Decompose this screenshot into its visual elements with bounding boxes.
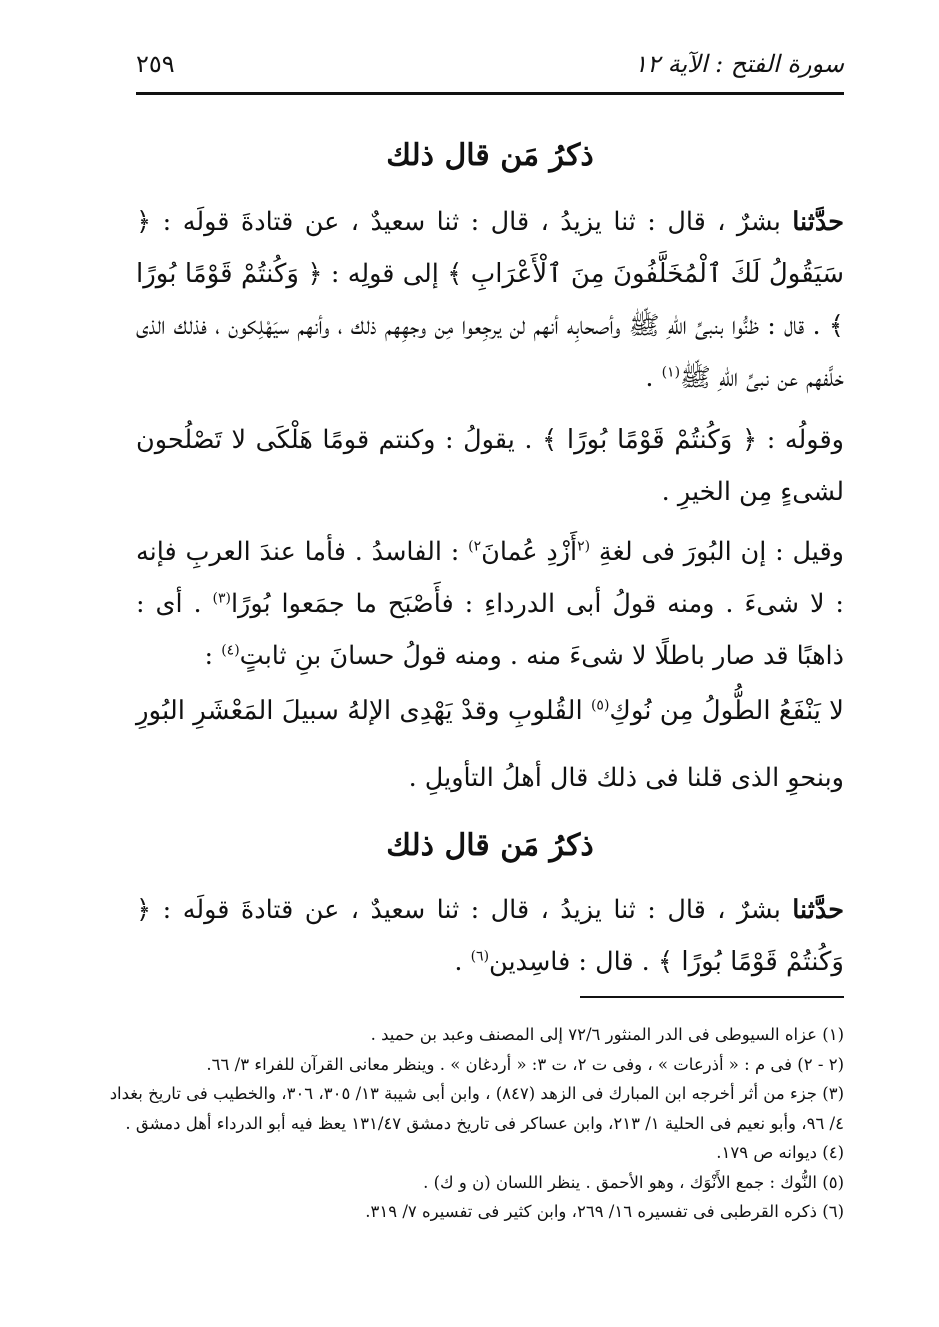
footnote: ٤/ ٩٦، وأبو نعيم فى الحلية ١/ ٢١٣، وابن عساكر فى تاريخ دمشق ١٣١/٤٧ يعظ فيه أبو الدرداء أهل دمشق . xyxy=(125,1113,844,1133)
footnote: (١) عزاه السيوطى فى الدر المنثور ٧٢/٦ إلى المصنف وعبد بن حميد . xyxy=(370,1025,844,1044)
paragraph-lead: حدَّثنا xyxy=(792,207,844,237)
footnote-marker: (٣) xyxy=(212,590,231,607)
footnote-marker: ٢) xyxy=(468,538,482,555)
text: : الفاسدُ . فأما عندَ العربِ فإنه : لا شىءَ . ومنه قولُ أبى الدرداءِ : فأَصْبَح ما جمَعوا بُورًا xyxy=(136,537,844,619)
main-text-4 xyxy=(136,752,844,804)
text: لا يَنْفَعُ الطُّولُ مِن نُوكِ xyxy=(609,696,844,726)
paragraph-lead: حدَّثنا xyxy=(792,895,844,925)
page-header xyxy=(136,38,844,90)
quran-quote: ﴿ سَيَقُولُ لَكَ ٱلْمُخَلَّفُونَ مِنَ ٱلْأَعْرَابِ ﴾ xyxy=(136,207,844,289)
text: : xyxy=(204,641,222,671)
paragraph-2 xyxy=(136,414,844,518)
text: . قال : ظنُّوا بنبىِّ اللهِ ﷺ وأصحابِه أنهم لن يرجِعوا مِن وجهِهم ذلك ، وأنهم سيَهْلِكون ، فذلك الذى خلَّفهم عن نبىِّ اللهِ ﷺ xyxy=(136,311,844,393)
text: . xyxy=(454,947,471,977)
footnote-marker: (٥) xyxy=(590,697,610,714)
verse-hemistich-2: يَهْدِى الإلهُ سبيلَ المَعْشَرِ البُورِ xyxy=(136,696,453,726)
quran-quote: ﴿ وَكُنتُمْ قَوْمًا بُورًا ﴾ xyxy=(541,425,758,455)
text: أَزْدِ عُمانَ xyxy=(481,537,578,567)
footnote: (٢ - ٢) فى م : « أذرعات » ، وفى ت ٢، ت ٣: « أردغان » . وينظر معانى القرآن للفراء ٣/ ٦٦. xyxy=(206,1054,844,1074)
footnote-marker: (١) xyxy=(661,364,681,381)
main-text-3 xyxy=(136,526,844,682)
footnotes xyxy=(109,1020,844,1227)
paragraph-5 xyxy=(136,884,844,988)
text: بشرٌ ، قال : ثنا يزيدُ ، قال : ثنا سعيدٌ ، عن قتادةَ قولَه : xyxy=(151,207,793,237)
text: إلى قولِه : xyxy=(322,259,448,289)
footnote-marker: (٦) xyxy=(470,948,490,965)
footnote: (٣) جزء من أثر أخرجه ابن المبارك فى الزهد (٨٤٧) ، وابن أبى شيبة ١٣/ ٣٠٥، ٣٠٦، والخطيب فى تاريخ بغداد xyxy=(109,1084,844,1103)
quran-quote: ﴿ وَكُنتُمْ قَوْمًا بُورًا ﴾ xyxy=(136,259,844,341)
text: . يقولُ : وكنتم قومًا هَلْكَى لا تَصْلُحون لشىءٍ مِن الخيرِ . xyxy=(136,425,844,507)
footnote: (٤) ديوانه ص ١٧٩. xyxy=(716,1143,844,1162)
text: . قال : فاسِدين xyxy=(489,947,658,977)
main-text-2 xyxy=(136,414,844,518)
paragraph-3 xyxy=(136,526,844,682)
section-heading-1: ذكرُ مَن قال ذلك xyxy=(386,138,594,173)
paragraph-4: وبنحوِ الذى قلنا فى ذلك قال أهلُ التأويلِ . xyxy=(408,763,844,793)
footnote: (٥) النُّوك : جمع الأَنْوَك ، وهو الأحمق . ينظر اللسان (ن و ك) . xyxy=(423,1172,844,1192)
section-heading-2: ذكرُ مَن قال ذلك xyxy=(386,828,594,863)
footnote-marker: (٤) xyxy=(221,642,240,659)
surah-title: سورة الفتح : الآية ١٢ xyxy=(634,50,844,78)
text: وقولُه : xyxy=(757,425,844,455)
poetry-verse xyxy=(136,696,844,726)
footnote-rule xyxy=(580,996,844,998)
text: القُلوبِ وقدْ xyxy=(460,696,591,726)
text: وقيل : إن البُورَ فى لغةِ xyxy=(590,537,844,567)
paragraph-1 xyxy=(136,196,844,404)
footnote-marker: (٢ xyxy=(577,538,591,555)
main-text-5 xyxy=(136,884,844,988)
footnote: (٦) ذكره القرطبى فى تفسيره ١٦/ ٢٦٩، وابن كثير فى تفسيره ٧/ ٣١٩. xyxy=(365,1202,844,1221)
verse-hemistich-1 xyxy=(461,696,844,726)
quran-quote: ﴿ وَكُنتُمْ قَوْمًا بُورًا ﴾ xyxy=(136,895,844,977)
header-rule xyxy=(136,92,844,95)
main-text-1 xyxy=(136,196,844,404)
text: . xyxy=(645,363,662,393)
page-number: ٢٥٩ xyxy=(136,50,175,78)
text: بشرٌ ، قال : ثنا يزيدُ ، قال : ثنا سعيدٌ ، عن قتادةَ قولَه : xyxy=(151,895,793,925)
text: . أى : ذاهبًا قد صار باطلًا لا شىءَ منه . ومنه قولُ حسانَ بنِ ثابتٍ xyxy=(136,589,844,671)
